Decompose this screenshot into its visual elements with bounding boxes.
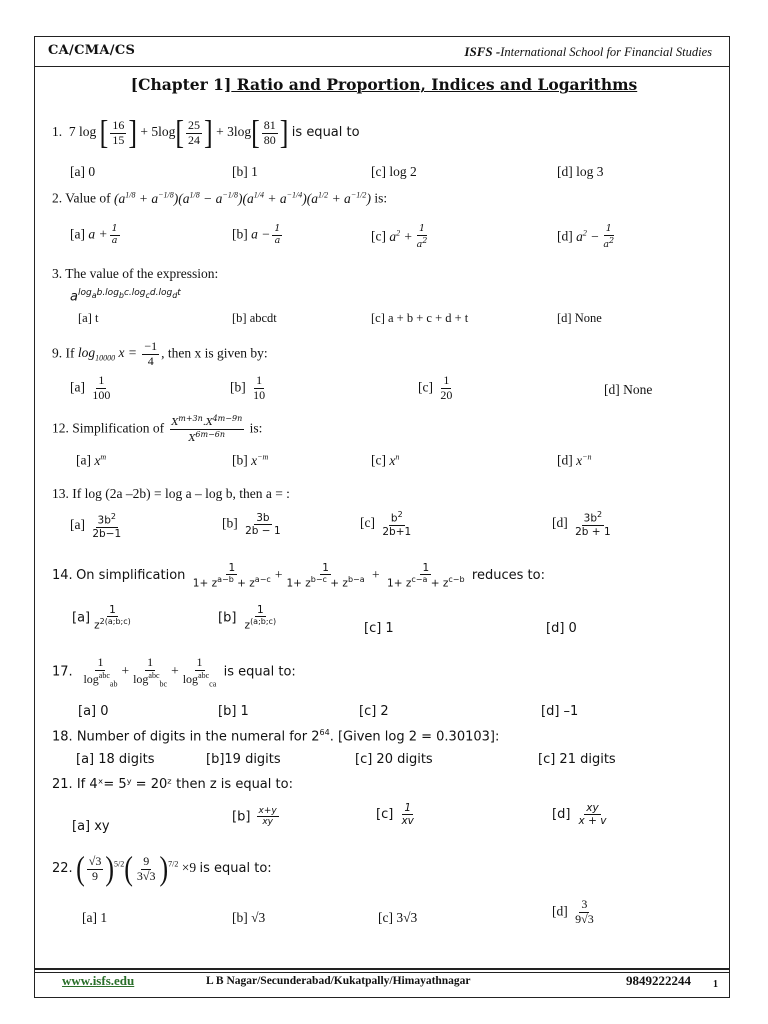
chapter-name: Ratio and Proportion, Indices and Logarithms [231, 75, 638, 94]
q3-number: 3. [52, 266, 63, 281]
q17-option-b[interactable]: [b] 1 [218, 704, 249, 719]
footer-phone: 9849222244 [626, 973, 691, 988]
q18-option-d[interactable]: [c] 21 digits [538, 752, 616, 767]
q14-option-b-label: [b] [218, 610, 237, 626]
q22-option-b-label: [b] [232, 910, 248, 925]
question-9: 9. If $\log_{10000} x$ = $\frac{-1}{4}$ , then x is given by: [52, 339, 268, 368]
footer-divider [34, 968, 730, 970]
q3-expression: $a^{log_ab.log_bc.log_cd.log_dt}$ [70, 288, 181, 305]
question-22 [52, 849, 272, 888]
q13-option-b[interactable]: [b] $\frac{3b}{2b - 1}$ [222, 512, 281, 538]
q9-option-c[interactable]: [c] $\frac{1}{20}$ [418, 373, 453, 402]
q14-option-c[interactable]: [c] 1 [364, 621, 394, 636]
q12-option-d-label: [d] [557, 452, 573, 468]
q21-text: If 4ˣ= 5ʸ = 20ᶻ then z is equal to: [76, 777, 293, 792]
q13-text: If log (2a –2b) = log a – log b, then a = : [72, 486, 290, 501]
header-institute-short: ISFS - [464, 44, 501, 59]
q3-option-c[interactable]: [c] a + b + c + d + t [371, 311, 469, 325]
q9-expression: $\log_{10000} x$ = [77, 345, 141, 364]
q1-number: 1. [52, 124, 63, 140]
q2-option-d[interactable]: [d] $a^2$ − $\frac{1}{a^2}$ [557, 223, 615, 251]
q12-lead: Simplification of [72, 420, 165, 436]
q18-option-c[interactable]: [c] 20 digits [355, 752, 433, 767]
q14-lead: On simplification [76, 567, 186, 583]
q1-tail: is equal to [291, 125, 360, 141]
q17-option-c[interactable]: [c] 2 [359, 704, 389, 719]
q2-option-d-label: [d] [557, 228, 573, 244]
q14-number: 14. [52, 567, 73, 583]
q22-option-c-label: [c] [378, 910, 393, 925]
q22-expression: ( $\frac{√3}{9}$ )$^{5/2}$( $\frac{9}{3√3}$ )$^{7/2}$ ×9 [76, 849, 197, 888]
page-number: 1 [713, 979, 718, 990]
q13-option-a[interactable]: [a] $\frac{3b^2}{2b-1}$ [70, 512, 122, 540]
q2-expression: $(a^{1/8} + a^{-1/8})(a^{1/8} - a^{-1/8})(a^{1/4} + a^{-1/4})(a^{1/2} + a^{-1/2})$ [114, 190, 371, 206]
q18-option-a[interactable]: [a] 18 digits [76, 752, 155, 767]
q2-option-a[interactable]: [a] a + $\frac{1}{a}$ [70, 223, 118, 246]
q9-tail: , then x is given by: [161, 345, 268, 361]
q2-tail: is: [374, 190, 388, 206]
q12-number: 12. [52, 420, 69, 436]
q9-option-a-label: [a] [70, 379, 85, 395]
q18-text-b: . [Given log 2 = 0.30103]: [329, 729, 500, 745]
question-12 [52, 414, 262, 445]
q14-expression: $\frac{1}{1+ z^{a-b} + z^{a-c}}$ + $\frac{1}{1+ z^{b-c} + z^{b-a}}$ + $\frac{1}{1+ z^{c-a} + z^{c-b}}$ [192, 562, 465, 590]
q13-option-b-label: [b] [222, 515, 238, 531]
question-21 [52, 777, 293, 792]
q22-option-a[interactable]: [a] 1 [82, 910, 108, 925]
q12-option-c-label: [c] [371, 452, 386, 468]
q13-number: 13. [52, 486, 69, 501]
q12-option-a[interactable]: [a] $x^m$ [76, 452, 107, 468]
q21-number: 21. [52, 777, 73, 792]
q1-option-a[interactable]: [a] 0 [70, 164, 96, 179]
q13-option-d[interactable]: [d] $\frac{3b^2}{2b + 1}$ [552, 510, 611, 538]
question-14 [52, 562, 545, 590]
q9-number: 9. [52, 345, 63, 361]
header-divider [34, 66, 730, 67]
q3-option-d[interactable]: [d] None [557, 311, 602, 325]
q13-option-a-label: [a] [70, 516, 85, 532]
question-13 [52, 486, 290, 502]
q1-option-b[interactable]: [b] 1 [232, 164, 258, 179]
q13-option-c[interactable]: [c] $\frac{b^2}{2b+1}$ [360, 510, 412, 538]
header-course-list: CA/CMA/CS [48, 43, 136, 58]
q21-option-c-label: [c] [376, 807, 394, 823]
q22-option-b[interactable]: [b] √3 [232, 910, 266, 925]
q9-lead: If [65, 345, 75, 361]
q17-expression: 1 $\log^{abc}_{ab}$ + 1 $\log^{abc}_{bc}$ + 1 $\log^{abc}_{ca}$ [83, 655, 217, 689]
q12-expression: $\frac{X^{m+3n}.X^{4m-9n}}{X^{6m-6n}}$ [171, 414, 243, 445]
q2-option-b[interactable]: [b] a − $\frac{1}{a}$ [232, 223, 281, 246]
q18-option-b[interactable]: [b]19 digits [206, 752, 281, 767]
q2-option-c[interactable]: [c] $a^2$ + $\frac{1}{a^2}$ [371, 223, 428, 251]
q12-option-a-label: [a] [76, 452, 91, 468]
q9-option-c-label: [c] [418, 379, 433, 395]
footer-website-link[interactable]: www.isfs.edu [62, 973, 135, 988]
header-institute-full: International School for Financial Studies [500, 45, 712, 59]
q18-exponent: 64 [319, 728, 330, 737]
header-institute [464, 44, 712, 60]
q3-option-a[interactable]: [a] t [78, 311, 99, 325]
question-1 [52, 113, 360, 152]
q17-option-a[interactable]: [a] 0 [78, 704, 109, 719]
q21-option-a[interactable]: [a] xy [72, 819, 110, 834]
q21-option-b-label: [b] [232, 809, 251, 825]
q21-option-d[interactable]: [d] $\frac{xy}{x + v}$ [552, 802, 607, 828]
q22-tail: is equal to: [199, 861, 272, 877]
q1-option-d[interactable]: [d] log 3 [557, 164, 604, 179]
question-17 [52, 656, 296, 688]
q22-option-d[interactable]: [d] $\frac{3}{9√3}$ [552, 897, 594, 926]
q9-option-b-label: [b] [230, 379, 246, 395]
q14-option-a-label: [a] [72, 610, 91, 626]
q13-option-c-label: [c] [360, 514, 375, 530]
q17-tail: is equal to: [223, 664, 296, 680]
q22-option-c[interactable]: [c] 3√3 [378, 910, 418, 925]
q12-option-b[interactable]: [b] $x^{-m}$ [232, 452, 269, 468]
q13-option-d-label: [d] [552, 514, 568, 530]
q9-option-a[interactable]: [a] $\frac{1}{100}$ [70, 373, 111, 402]
footer-locations: L B Nagar/Secunderabad/Kukatpally/Himayathnagar [206, 975, 471, 987]
q21-option-d-label: [d] [552, 807, 571, 823]
q1-expression: 7 log [ $\frac{16}{15}$ ] + 5log[ $\frac{25}{24}$ ] + 3log[ $\frac{81}{80}$ ] [65, 113, 289, 152]
question-18 [52, 728, 499, 744]
q14-option-a[interactable]: [a] $\frac{1}{z^{2(a;b;c)}}$ [72, 604, 131, 632]
q3-text: The value of the expression: [65, 266, 219, 281]
q9-option-d[interactable]: [d] None [604, 382, 653, 397]
q2-option-a-label: [a] [70, 226, 85, 242]
q14-option-d[interactable]: [d] 0 [546, 621, 577, 636]
q12-option-c[interactable]: [c] $x^n$ [371, 452, 400, 468]
q1-option-c[interactable]: [c] log 2 [371, 164, 417, 179]
question-2 [52, 190, 387, 207]
q18-number: 18. [52, 729, 73, 745]
q17-number: 17. [52, 664, 73, 680]
q12-option-d[interactable]: [d] $x^{-n}$ [557, 452, 592, 468]
q14-tail: reduces to: [471, 567, 545, 583]
q22-number: 22. [52, 861, 73, 877]
q22-option-d-label: [d] [552, 903, 568, 919]
q3-option-b[interactable]: [b] abcdt [232, 311, 277, 325]
question-3 [52, 266, 218, 282]
chapter-number: [Chapter 1] [130, 75, 232, 94]
q12-tail: is: [249, 420, 263, 436]
q2-option-b-label: [b] [232, 226, 248, 242]
q9-option-b[interactable]: [b] $\frac{1}{10}$ [230, 373, 266, 402]
q18-text-a: Number of digits in the numeral for 2 [76, 729, 320, 745]
q2-option-c-label: [c] [371, 228, 386, 244]
chapter-title [0, 75, 768, 94]
q17-option-d[interactable]: [d] –1 [541, 704, 579, 719]
q14-option-b[interactable]: [b] $\frac{1}{z^{(a;b;c)}}$ [218, 604, 277, 632]
q21-option-c[interactable]: [c] $\frac{1}{xv}$ [376, 802, 414, 828]
q2-number: 2. [52, 190, 63, 206]
q12-option-b-label: [b] [232, 452, 248, 468]
q21-option-b[interactable]: [b] $\frac{x+y}{xy}$ [232, 806, 277, 828]
q2-lead: Value of [65, 190, 111, 206]
